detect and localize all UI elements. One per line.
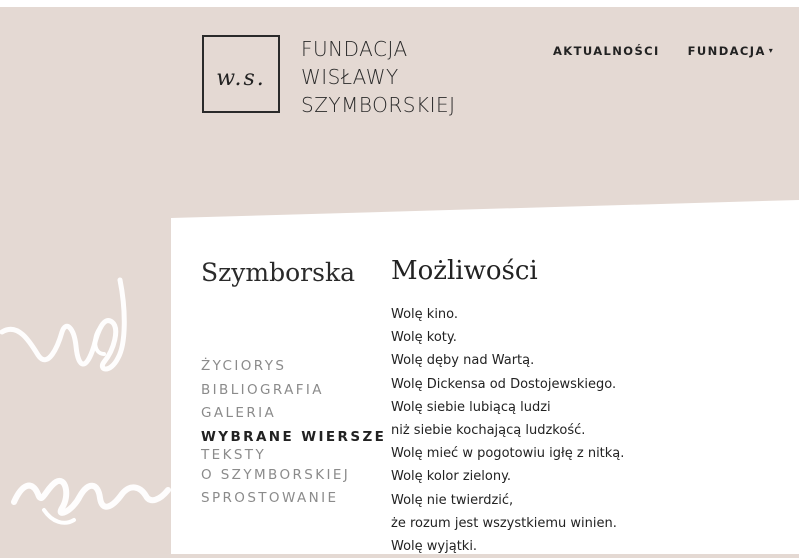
poem-line: Wolę siebie lubiącą ludzi [391,399,551,415]
sidebar-nav [201,355,386,511]
sidebar-item-label: O SZYMBORSKIEJ [201,467,351,483]
sidebar-item-label: BIBLIOGRAFIA [201,381,324,398]
poem-line: Wolę koty. [391,330,457,346]
poem-line: Wolę mieć w pogotowiu igłę z nitką. [391,446,625,462]
poem-line: że rozum jest wszystkiemu winien. [391,515,617,531]
poem-line: Wolę wyjątki. [391,539,478,555]
sidebar-title: Szymborska [201,258,356,287]
sidebar-item-teksty-o-szymborskiej[interactable] [201,445,386,485]
sidebar-item-label: TEKSTY [201,447,267,463]
main-nav [553,44,774,58]
poem-line: Wolę nie twierdzić, [391,492,514,508]
brand-line: SZYMBORSKIEJ [301,93,456,117]
brand-name[interactable] [301,35,456,119]
chevron-down-icon: ▾ [768,46,775,55]
poem-line: Wolę kino. [391,307,459,322]
poem-line: Wolę dęby nad Wartą. [391,353,535,369]
top-strip [0,0,799,7]
poem-title: Możliwości [391,256,538,286]
sidebar-item-label: WYBRANE WIERSZE [201,428,387,445]
sidebar-item-galeria[interactable] [201,402,386,426]
poem-text [391,303,624,558]
nav-label: FUNDACJA [687,44,766,58]
logo[interactable] [202,35,280,113]
brand-line: WISŁAWY [301,65,399,89]
handwriting-decoration [0,250,171,554]
nav-aktualnosci[interactable] [553,44,660,58]
poem-line: Wolę Dickensa od Dostojewskiego. [391,376,617,392]
sidebar-item-label: GALERIA [201,405,277,421]
poem-line: Wolę kolor zielony. [391,469,512,485]
nav-fundacja-dropdown[interactable] [688,44,775,58]
brand-line: FUNDACJA [301,37,408,61]
sidebar-item-bibliografia[interactable] [201,379,386,403]
sidebar-item-zyciorys[interactable] [201,355,386,379]
sidebar-item-sprostowanie[interactable] [201,487,386,511]
sidebar-item-label: SPROSTOWANIE [201,490,339,506]
logo-monogram: w.s. [216,65,266,91]
nav-label: AKTUALNOŚCI [553,44,660,58]
poem-line: niż siebie kochającą ludzkość. [391,423,586,439]
sidebar-item-label: ŻYCIORYS [201,358,287,374]
